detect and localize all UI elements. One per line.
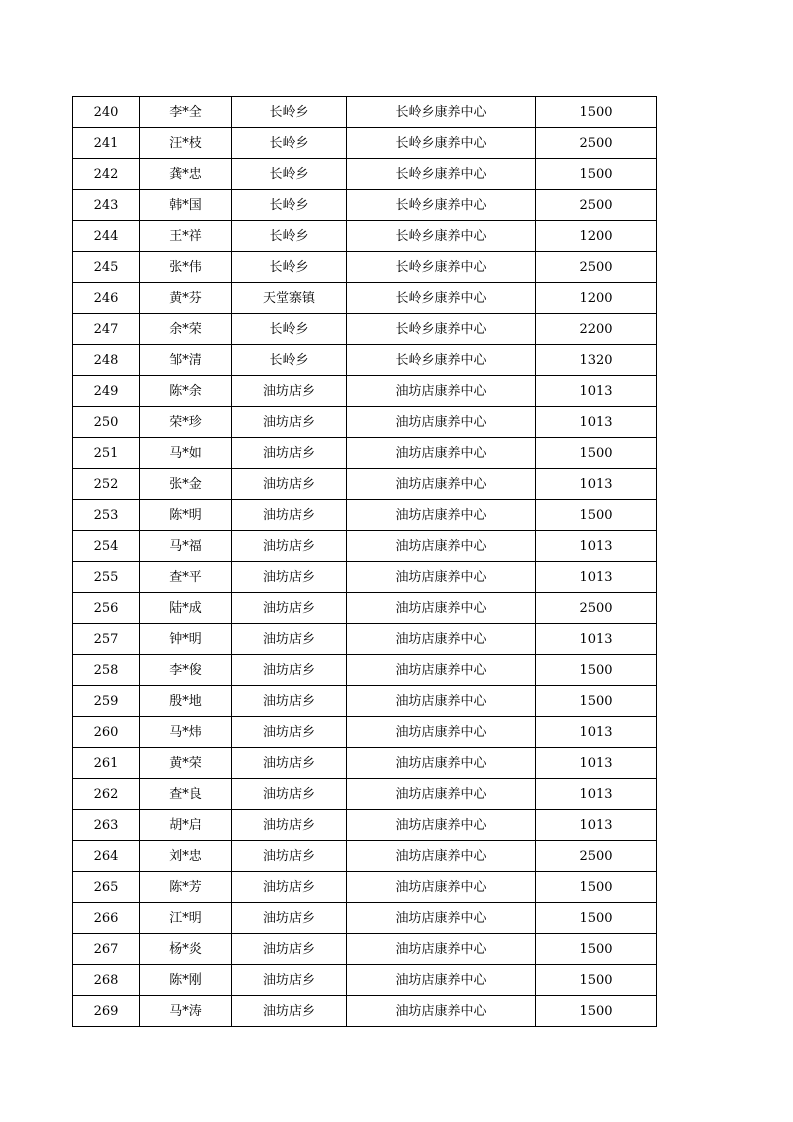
cell-township: 油坊店乡 [232, 779, 347, 810]
cell-name: 汪*枝 [140, 128, 232, 159]
cell-township: 长岭乡 [232, 345, 347, 376]
cell-care-center: 长岭乡康养中心 [347, 221, 536, 252]
cell-care-center: 油坊店康养中心 [347, 531, 536, 562]
cell-care-center: 长岭乡康养中心 [347, 252, 536, 283]
cell-amount: 1320 [536, 345, 657, 376]
table-row [73, 996, 657, 1027]
cell-township: 长岭乡 [232, 252, 347, 283]
cell-name: 李*全 [140, 97, 232, 128]
cell-serial-number: 250 [73, 407, 140, 438]
table-row [73, 345, 657, 376]
cell-township: 油坊店乡 [232, 655, 347, 686]
cell-name: 陈*余 [140, 376, 232, 407]
cell-serial-number: 249 [73, 376, 140, 407]
cell-amount: 1013 [536, 376, 657, 407]
cell-care-center: 油坊店康养中心 [347, 655, 536, 686]
cell-name: 龚*忠 [140, 159, 232, 190]
cell-amount: 1013 [536, 469, 657, 500]
cell-name: 江*明 [140, 903, 232, 934]
table-row [73, 593, 657, 624]
cell-serial-number: 248 [73, 345, 140, 376]
cell-serial-number: 251 [73, 438, 140, 469]
cell-name: 钟*明 [140, 624, 232, 655]
cell-care-center: 油坊店康养中心 [347, 841, 536, 872]
table-row [73, 717, 657, 748]
table-row [73, 655, 657, 686]
cell-care-center: 长岭乡康养中心 [347, 190, 536, 221]
cell-township: 天堂寨镇 [232, 283, 347, 314]
table-row [73, 965, 657, 996]
cell-township: 油坊店乡 [232, 748, 347, 779]
table-row [73, 872, 657, 903]
cell-amount: 1013 [536, 779, 657, 810]
cell-township: 油坊店乡 [232, 407, 347, 438]
cell-serial-number: 253 [73, 500, 140, 531]
cell-serial-number: 247 [73, 314, 140, 345]
cell-serial-number: 260 [73, 717, 140, 748]
cell-amount: 1500 [536, 903, 657, 934]
table-row [73, 221, 657, 252]
cell-name: 马*炜 [140, 717, 232, 748]
table-row [73, 500, 657, 531]
cell-amount: 1500 [536, 965, 657, 996]
cell-amount: 1013 [536, 624, 657, 655]
cell-amount: 1013 [536, 531, 657, 562]
cell-name: 荣*珍 [140, 407, 232, 438]
cell-name: 韩*国 [140, 190, 232, 221]
cell-name: 殷*地 [140, 686, 232, 717]
cell-township: 油坊店乡 [232, 717, 347, 748]
table-row [73, 841, 657, 872]
cell-serial-number: 268 [73, 965, 140, 996]
cell-name: 陆*成 [140, 593, 232, 624]
cell-care-center: 长岭乡康养中心 [347, 159, 536, 190]
cell-name: 张*伟 [140, 252, 232, 283]
cell-township: 长岭乡 [232, 159, 347, 190]
cell-amount: 2500 [536, 190, 657, 221]
cell-amount: 1500 [536, 872, 657, 903]
cell-serial-number: 244 [73, 221, 140, 252]
table-row [73, 190, 657, 221]
cell-serial-number: 261 [73, 748, 140, 779]
table-row [73, 934, 657, 965]
cell-township: 油坊店乡 [232, 810, 347, 841]
cell-amount: 2500 [536, 128, 657, 159]
cell-serial-number: 256 [73, 593, 140, 624]
cell-township: 长岭乡 [232, 221, 347, 252]
cell-serial-number: 241 [73, 128, 140, 159]
cell-township: 油坊店乡 [232, 593, 347, 624]
cell-township: 油坊店乡 [232, 469, 347, 500]
table-row [73, 748, 657, 779]
table-row [73, 128, 657, 159]
cell-name: 余*荣 [140, 314, 232, 345]
cell-serial-number: 243 [73, 190, 140, 221]
cell-amount: 1500 [536, 159, 657, 190]
table-row [73, 252, 657, 283]
cell-township: 油坊店乡 [232, 841, 347, 872]
cell-name: 马*如 [140, 438, 232, 469]
cell-name: 张*金 [140, 469, 232, 500]
cell-township: 油坊店乡 [232, 686, 347, 717]
cell-amount: 2500 [536, 593, 657, 624]
cell-care-center: 油坊店康养中心 [347, 717, 536, 748]
cell-name: 李*俊 [140, 655, 232, 686]
cell-amount: 2200 [536, 314, 657, 345]
table-row [73, 562, 657, 593]
cell-serial-number: 246 [73, 283, 140, 314]
cell-serial-number: 258 [73, 655, 140, 686]
table-row [73, 283, 657, 314]
table-row [73, 314, 657, 345]
cell-care-center: 长岭乡康养中心 [347, 283, 536, 314]
cell-township: 油坊店乡 [232, 438, 347, 469]
table-row [73, 686, 657, 717]
cell-amount: 1013 [536, 810, 657, 841]
cell-amount: 1013 [536, 748, 657, 779]
cell-name: 黄*芬 [140, 283, 232, 314]
cell-serial-number: 269 [73, 996, 140, 1027]
cell-amount: 1500 [536, 686, 657, 717]
cell-name: 陈*刚 [140, 965, 232, 996]
table-row [73, 810, 657, 841]
cell-serial-number: 265 [73, 872, 140, 903]
cell-amount: 1500 [536, 996, 657, 1027]
cell-name: 杨*炎 [140, 934, 232, 965]
cell-amount: 1013 [536, 562, 657, 593]
cell-care-center: 油坊店康养中心 [347, 407, 536, 438]
cell-serial-number: 263 [73, 810, 140, 841]
cell-amount: 1013 [536, 407, 657, 438]
cell-care-center: 油坊店康养中心 [347, 903, 536, 934]
cell-township: 油坊店乡 [232, 965, 347, 996]
cell-amount: 1200 [536, 221, 657, 252]
cell-serial-number: 240 [73, 97, 140, 128]
cell-care-center: 长岭乡康养中心 [347, 97, 536, 128]
cell-township: 油坊店乡 [232, 500, 347, 531]
cell-serial-number: 252 [73, 469, 140, 500]
cell-township: 油坊店乡 [232, 996, 347, 1027]
cell-township: 油坊店乡 [232, 376, 347, 407]
cell-care-center: 长岭乡康养中心 [347, 345, 536, 376]
cell-care-center: 油坊店康养中心 [347, 500, 536, 531]
cell-care-center: 油坊店康养中心 [347, 748, 536, 779]
cell-care-center: 油坊店康养中心 [347, 872, 536, 903]
table-row [73, 903, 657, 934]
cell-name: 马*涛 [140, 996, 232, 1027]
cell-township: 油坊店乡 [232, 872, 347, 903]
cell-amount: 2500 [536, 841, 657, 872]
cell-serial-number: 257 [73, 624, 140, 655]
cell-care-center: 长岭乡康养中心 [347, 314, 536, 345]
table-row [73, 624, 657, 655]
data-table [72, 96, 657, 1027]
cell-serial-number: 259 [73, 686, 140, 717]
cell-township: 长岭乡 [232, 190, 347, 221]
table-row [73, 469, 657, 500]
cell-amount: 1500 [536, 500, 657, 531]
cell-name: 陈*明 [140, 500, 232, 531]
cell-serial-number: 262 [73, 779, 140, 810]
cell-serial-number: 242 [73, 159, 140, 190]
cell-amount: 1500 [536, 438, 657, 469]
cell-care-center: 油坊店康养中心 [347, 376, 536, 407]
cell-name: 邹*清 [140, 345, 232, 376]
cell-care-center: 油坊店康养中心 [347, 562, 536, 593]
table-row [73, 779, 657, 810]
cell-township: 长岭乡 [232, 128, 347, 159]
cell-name: 陈*芳 [140, 872, 232, 903]
cell-name: 查*平 [140, 562, 232, 593]
cell-amount: 1500 [536, 655, 657, 686]
cell-name: 刘*忠 [140, 841, 232, 872]
cell-township: 油坊店乡 [232, 624, 347, 655]
cell-township: 油坊店乡 [232, 934, 347, 965]
cell-name: 黄*荣 [140, 748, 232, 779]
cell-township: 油坊店乡 [232, 903, 347, 934]
cell-amount: 1500 [536, 97, 657, 128]
cell-amount: 1200 [536, 283, 657, 314]
cell-township: 油坊店乡 [232, 531, 347, 562]
cell-serial-number: 245 [73, 252, 140, 283]
cell-serial-number: 266 [73, 903, 140, 934]
table-row [73, 438, 657, 469]
cell-serial-number: 267 [73, 934, 140, 965]
cell-township: 长岭乡 [232, 314, 347, 345]
cell-care-center: 油坊店康养中心 [347, 996, 536, 1027]
table-body [73, 97, 657, 1027]
cell-care-center: 油坊店康养中心 [347, 686, 536, 717]
cell-care-center: 油坊店康养中心 [347, 934, 536, 965]
cell-care-center: 油坊店康养中心 [347, 469, 536, 500]
table-row [73, 159, 657, 190]
cell-care-center: 长岭乡康养中心 [347, 128, 536, 159]
cell-care-center: 油坊店康养中心 [347, 438, 536, 469]
cell-name: 查*良 [140, 779, 232, 810]
cell-care-center: 油坊店康养中心 [347, 779, 536, 810]
cell-township: 长岭乡 [232, 97, 347, 128]
table-row [73, 97, 657, 128]
cell-serial-number: 264 [73, 841, 140, 872]
table-row [73, 407, 657, 438]
cell-amount: 1013 [536, 717, 657, 748]
cell-amount: 1500 [536, 934, 657, 965]
cell-care-center: 油坊店康养中心 [347, 965, 536, 996]
cell-serial-number: 254 [73, 531, 140, 562]
cell-care-center: 油坊店康养中心 [347, 810, 536, 841]
cell-serial-number: 255 [73, 562, 140, 593]
cell-name: 胡*启 [140, 810, 232, 841]
cell-name: 王*祥 [140, 221, 232, 252]
table-row [73, 531, 657, 562]
cell-township: 油坊店乡 [232, 562, 347, 593]
cell-amount: 2500 [536, 252, 657, 283]
cell-name: 马*福 [140, 531, 232, 562]
cell-care-center: 油坊店康养中心 [347, 593, 536, 624]
table-row [73, 376, 657, 407]
cell-care-center: 油坊店康养中心 [347, 624, 536, 655]
